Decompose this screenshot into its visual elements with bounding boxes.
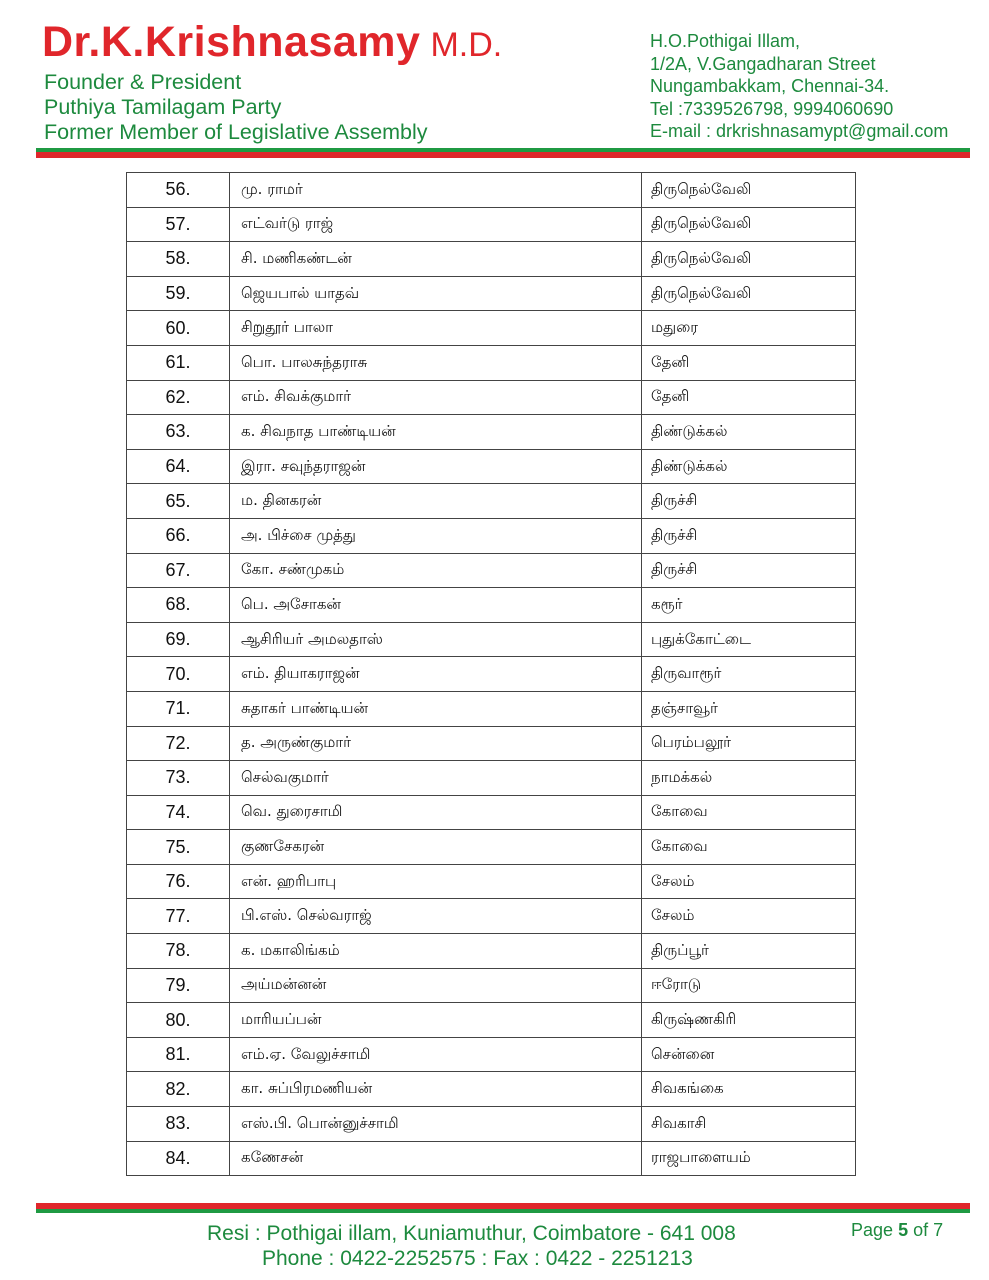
row-number: 68.: [127, 588, 230, 623]
member-name: என். ஹரிபாபு: [230, 864, 642, 899]
row-number: 65.: [127, 484, 230, 519]
letterhead-name: [42, 18, 502, 67]
member-district: திருநெல்வேலி: [642, 242, 856, 277]
member-district: திருநெல்வேலி: [642, 207, 856, 242]
row-number: 64.: [127, 449, 230, 484]
member-name: சிறுதூர் பாலா: [230, 311, 642, 346]
table-row: [127, 553, 856, 588]
row-number: 73.: [127, 761, 230, 796]
member-district: திருப்பூர்: [642, 934, 856, 969]
row-number: 70.: [127, 657, 230, 692]
table-row: [127, 1141, 856, 1176]
member-district: தஞ்சாவூர்: [642, 691, 856, 726]
member-district: நாமக்கல்: [642, 761, 856, 796]
member-district: திருநெல்வேலி: [642, 276, 856, 311]
member-district: கோவை: [642, 795, 856, 830]
row-number: 79.: [127, 968, 230, 1003]
table-row: [127, 622, 856, 657]
table-row: [127, 242, 856, 277]
row-number: 76.: [127, 864, 230, 899]
member-name: கோ. சண்முகம்: [230, 553, 642, 588]
row-number: 59.: [127, 276, 230, 311]
member-name: கா. சுப்பிரமணியன்: [230, 1072, 642, 1107]
member-name: த. அருண்குமார்: [230, 726, 642, 761]
row-number: 78.: [127, 934, 230, 969]
row-number: 75.: [127, 830, 230, 865]
table-row: [127, 588, 856, 623]
member-district: கோவை: [642, 830, 856, 865]
table-row: [127, 899, 856, 934]
member-name: எஸ்.பி. பொன்னுச்சாமி: [230, 1107, 642, 1142]
table-row: [127, 173, 856, 208]
table-row: [127, 934, 856, 969]
member-name: ஜெயபால் யாதவ்: [230, 276, 642, 311]
address-line: 1/2A, V.Gangadharan Street: [650, 53, 876, 74]
member-district: மதுரை: [642, 311, 856, 346]
member-district: திருச்சி: [642, 553, 856, 588]
member-district: தேனி: [642, 345, 856, 380]
row-number: 56.: [127, 173, 230, 208]
table-row: [127, 484, 856, 519]
table-row: [127, 657, 856, 692]
member-district: பெரம்பலூர்: [642, 726, 856, 761]
row-number: 63.: [127, 415, 230, 450]
member-district: தேனி: [642, 380, 856, 415]
table-row: [127, 276, 856, 311]
table-row: [127, 518, 856, 553]
member-name: சுதாகர் பாண்டியன்: [230, 691, 642, 726]
member-name: பெ. அசோகன்: [230, 588, 642, 623]
member-name: வெ. துரைசாமி: [230, 795, 642, 830]
role-line: Puthiya Tamilagam Party: [44, 95, 282, 119]
table-row: [127, 1037, 856, 1072]
member-name: குணசேகரன்: [230, 830, 642, 865]
table-row: [127, 449, 856, 484]
row-number: 57.: [127, 207, 230, 242]
row-number: 72.: [127, 726, 230, 761]
page-current: 5: [898, 1220, 909, 1240]
member-name: பி.எஸ். செல்வராஜ்: [230, 899, 642, 934]
table-row: [127, 726, 856, 761]
row-number: 61.: [127, 345, 230, 380]
member-district: கிருஷ்ணகிரி: [642, 1003, 856, 1038]
row-number: 58.: [127, 242, 230, 277]
member-name: மு. ராமர்: [230, 173, 642, 208]
row-number: 82.: [127, 1072, 230, 1107]
role-line: Former Member of Legislative Assembly: [44, 120, 428, 144]
table-row: [127, 830, 856, 865]
row-number: 67.: [127, 553, 230, 588]
member-district: திருச்சி: [642, 484, 856, 519]
member-district: திண்டுக்கல்: [642, 415, 856, 450]
row-number: 62.: [127, 380, 230, 415]
footer-residence: Resi : Pothigai illam, Kuniamuthur, Coimbatore - 641 008: [207, 1222, 736, 1245]
table-row: [127, 761, 856, 796]
footer-divider-band: [36, 1203, 970, 1213]
member-name: க. சிவநாத பாண்டியன்: [230, 415, 642, 450]
member-district: திருநெல்வேலி: [642, 173, 856, 208]
member-district: ஈரோடு: [642, 968, 856, 1003]
table-row: [127, 380, 856, 415]
page-label: Page: [851, 1220, 894, 1240]
member-district: புதுக்கோட்டை: [642, 622, 856, 657]
table-row: [127, 795, 856, 830]
member-name: அ. பிச்சை முத்து: [230, 518, 642, 553]
member-name: எட்வர்டு ராஜ்: [230, 207, 642, 242]
member-district: சிவகாசி: [642, 1107, 856, 1142]
letterhead-roles: [44, 70, 428, 145]
table-row: [127, 415, 856, 450]
member-name: கணேசன்: [230, 1141, 642, 1176]
member-name: எம். தியாகராஜன்: [230, 657, 642, 692]
member-name: ம. தினகரன்: [230, 484, 642, 519]
row-number: 84.: [127, 1141, 230, 1176]
member-district: சிவகங்கை: [642, 1072, 856, 1107]
address-line: Tel :7339526798, 9994060690: [650, 98, 894, 119]
member-district: ராஜபாளையம்: [642, 1141, 856, 1176]
row-number: 77.: [127, 899, 230, 934]
member-district: சேலம்: [642, 899, 856, 934]
page-number: [851, 1220, 943, 1241]
footer-phone: Phone : 0422-2252575 : Fax : 0422 - 2251213: [262, 1247, 693, 1270]
member-name: சி. மணிகண்டன்: [230, 242, 642, 277]
page-total: of 7: [913, 1220, 944, 1240]
table-row: [127, 311, 856, 346]
table-row: [127, 968, 856, 1003]
doctor-degree: M.D.: [430, 26, 503, 64]
table-row: [127, 691, 856, 726]
doctor-name: Dr.K.Krishnasamy: [42, 18, 421, 66]
member-name: பொ. பாலசுந்தராசு: [230, 345, 642, 380]
row-number: 83.: [127, 1107, 230, 1142]
address-line: H.O.Pothigai Illam,: [650, 31, 801, 51]
row-number: 60.: [127, 311, 230, 346]
table-row: [127, 1107, 856, 1142]
row-number: 71.: [127, 691, 230, 726]
member-name: செல்வகுமார்: [230, 761, 642, 796]
member-name: அய்மன்னன்: [230, 968, 642, 1003]
table-row: [127, 864, 856, 899]
table-row: [127, 1003, 856, 1038]
row-number: 69.: [127, 622, 230, 657]
member-district: திருவாரூர்: [642, 657, 856, 692]
row-number: 81.: [127, 1037, 230, 1072]
table-row: [127, 345, 856, 380]
member-name: எம்.ஏ. வேலுச்சாமி: [230, 1037, 642, 1072]
address-line: E-mail : drkrishnasamypt@gmail.com: [650, 121, 949, 141]
member-district: திண்டுக்கல்: [642, 449, 856, 484]
member-name: க. மகாலிங்கம்: [230, 934, 642, 969]
address-line: Nungambakkam, Chennai-34.: [650, 76, 890, 96]
role-line: Founder & President: [44, 70, 242, 94]
table-row: [127, 207, 856, 242]
member-name: மாரியப்பன்: [230, 1003, 642, 1038]
letterhead-address: [650, 30, 948, 143]
member-name: எம். சிவக்குமார்: [230, 380, 642, 415]
table-row: [127, 1072, 856, 1107]
row-number: 80.: [127, 1003, 230, 1038]
member-district: சென்னை: [642, 1037, 856, 1072]
member-name: ஆசிரியர் அமலதாஸ்: [230, 622, 642, 657]
members-table: [126, 172, 856, 1176]
member-district: கரூர்: [642, 588, 856, 623]
row-number: 66.: [127, 518, 230, 553]
row-number: 74.: [127, 795, 230, 830]
member-district: சேலம்: [642, 864, 856, 899]
member-name: இரா. சவுந்தராஜன்: [230, 449, 642, 484]
header-divider-band: [36, 148, 970, 158]
member-district: திருச்சி: [642, 518, 856, 553]
